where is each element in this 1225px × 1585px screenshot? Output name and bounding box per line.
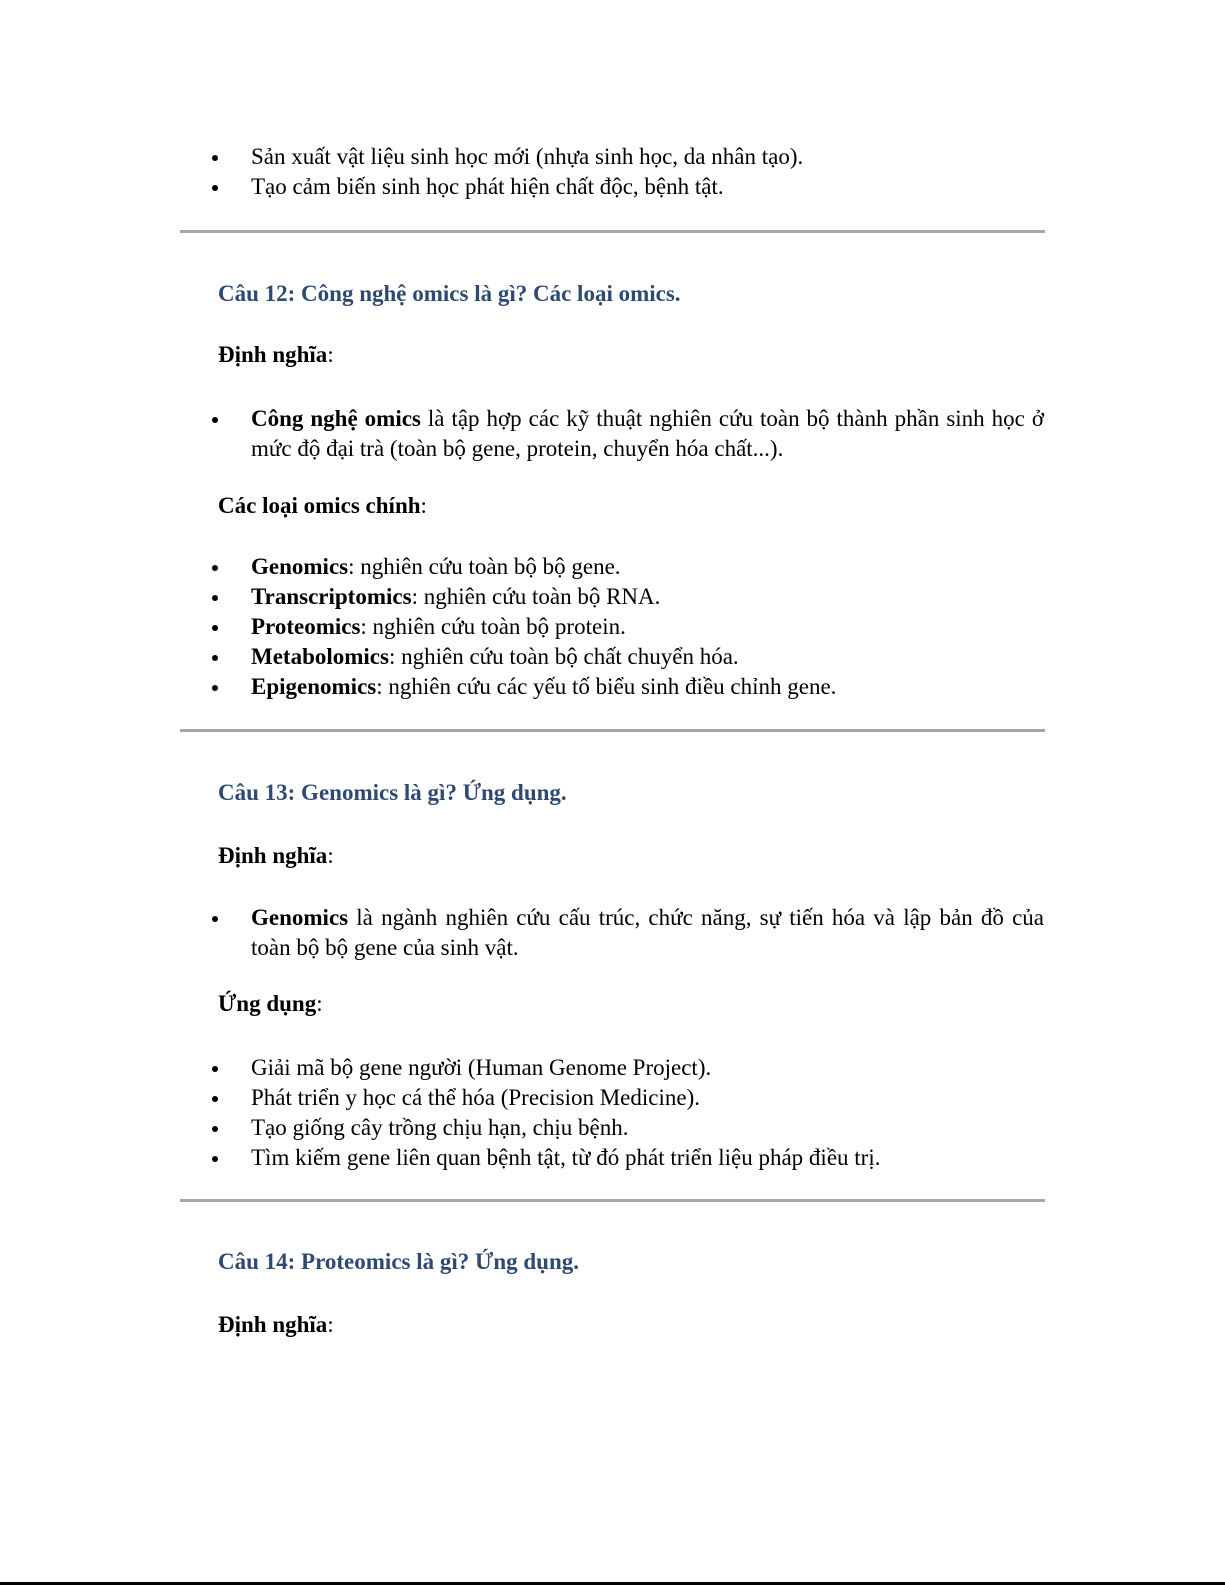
q13-definition-list (218, 903, 1044, 963)
list-item: Phát triển y học cá thể hóa (Precision Medicine). (218, 1083, 1044, 1113)
bullet-icon (212, 595, 218, 601)
bullet-icon (212, 1126, 218, 1132)
q13-application-list (218, 1053, 1044, 1173)
bullet-icon (212, 155, 218, 161)
list-item: Tạo giống cây trồng chịu hạn, chịu bệnh. (218, 1113, 1044, 1143)
bullet-icon (212, 625, 218, 631)
q12-heading: Câu 12: Công nghệ omics là gì? Các loại omics. (218, 281, 681, 306)
bullet-icon (212, 417, 218, 423)
list-item: Tạo cảm biến sinh học phát hiện chất độc, bệnh tật. (218, 172, 1044, 202)
list-item: Epigenomics: nghiên cứu các yếu tố biểu sinh điều chỉnh gene. (218, 672, 1044, 702)
top-bullet-list (218, 142, 1044, 202)
q14-definition-label: Định nghĩa: (218, 1312, 334, 1337)
section-divider (180, 230, 1045, 233)
q13-application-label: Ứng dụng: (218, 991, 323, 1016)
section-divider (180, 729, 1045, 732)
q13-heading: Câu 13: Genomics là gì? Ứng dụng. (218, 780, 567, 805)
list-item: Transcriptomics: nghiên cứu toàn bộ RNA. (218, 582, 1044, 612)
bullet-icon (212, 185, 218, 191)
bullet-icon (212, 655, 218, 661)
q12-definition-label: Định nghĩa: (218, 342, 334, 367)
list-item: Proteomics: nghiên cứu toàn bộ protein. (218, 612, 1044, 642)
q12-types-list (218, 552, 1044, 702)
q12-types-block (218, 552, 1044, 702)
bullet-icon (212, 1066, 218, 1072)
q12-definition-list (218, 404, 1044, 464)
bullet-icon (212, 1096, 218, 1102)
section-divider (180, 1199, 1045, 1202)
list-item: Giải mã bộ gene người (Human Genome Project). (218, 1053, 1044, 1083)
list-item: Tìm kiếm gene liên quan bệnh tật, từ đó phát triển liệu pháp điều trị. (218, 1143, 1044, 1173)
q13-definition-block (218, 903, 1044, 963)
q12-definition-block (218, 404, 1044, 464)
bullet-icon (212, 685, 218, 691)
list-item: Genomics là ngành nghiên cứu cấu trúc, chức năng, sự tiến hóa và lập bản đồ của toàn bộ bộ gene của sinh vật. (218, 903, 1044, 963)
list-item: Công nghệ omics là tập hợp các kỹ thuật nghiên cứu toàn bộ thành phần sinh học ở mức độ đại trà (toàn bộ gene, protein, chuyển hóa chất...). (218, 404, 1044, 464)
q13-definition-label: Định nghĩa: (218, 843, 334, 868)
top-bullet-list-block (218, 142, 1044, 202)
q13-application-block (218, 1053, 1044, 1173)
list-item: Sản xuất vật liệu sinh học mới (nhựa sinh học, da nhân tạo). (218, 142, 1044, 172)
q12-types-label: Các loại omics chính: (218, 493, 427, 518)
bullet-icon (212, 565, 218, 571)
bullet-icon (212, 1156, 218, 1162)
list-item: Genomics: nghiên cứu toàn bộ bộ gene. (218, 552, 1044, 582)
bullet-icon (212, 916, 218, 922)
q14-heading: Câu 14: Proteomics là gì? Ứng dụng. (218, 1249, 579, 1274)
list-item: Metabolomics: nghiên cứu toàn bộ chất chuyển hóa. (218, 642, 1044, 672)
